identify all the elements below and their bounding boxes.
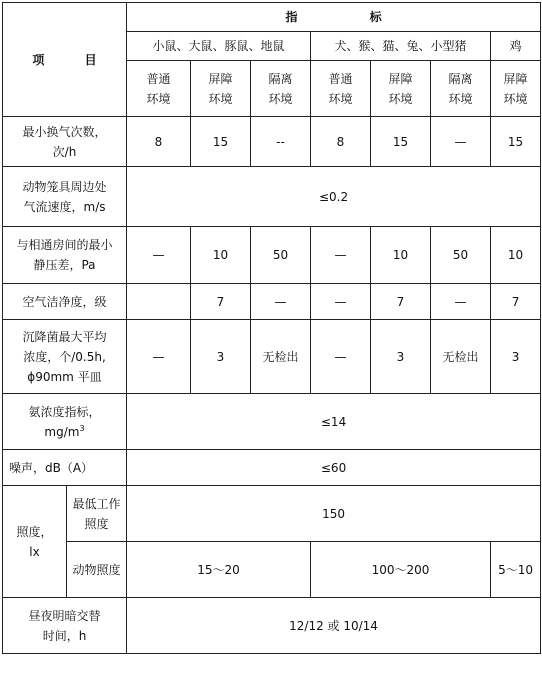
cell-value: — <box>311 320 371 394</box>
row-illuminance-animal <box>3 542 541 598</box>
cell-value: — <box>251 284 311 320</box>
env-header: 隔离 环境 <box>251 61 311 117</box>
cell-value: 50 <box>431 227 491 284</box>
row-ammonia <box>3 394 541 450</box>
cell-value: ≤60 <box>127 450 541 486</box>
env-header: 普通 环境 <box>311 61 371 117</box>
cell-value: — <box>431 284 491 320</box>
cell-value: — <box>311 227 371 284</box>
env-header: 屏障 环境 <box>191 61 251 117</box>
row-daynight <box>3 598 541 654</box>
row-label: 昼夜明暗交替 时间，h <box>3 598 127 654</box>
sub-label: 最低工作 照度 <box>67 486 127 542</box>
row-label: 动物笼具周边处 气流速度，m/s <box>3 167 127 227</box>
cell-value: 10 <box>191 227 251 284</box>
cell-value: 15 <box>371 117 431 167</box>
row-pressure <box>3 227 541 284</box>
indicator-header: 指 标 <box>127 3 541 32</box>
row-cleanliness <box>3 284 541 320</box>
cell-value: 无检出 <box>431 320 491 394</box>
env-header: 屏障 环境 <box>491 61 541 117</box>
row-noise <box>3 450 541 486</box>
row-label: 照度， lx <box>3 486 67 598</box>
row-label: 噪声，dB（A） <box>3 450 127 486</box>
cell-value: 100～200 <box>311 542 491 598</box>
group-rodents: 小鼠、大鼠、豚鼠、地鼠 <box>127 32 311 61</box>
environment-standards-table <box>2 2 541 654</box>
group-chicken: 鸡 <box>491 32 541 61</box>
cell-value: 50 <box>251 227 311 284</box>
cell-value: 无检出 <box>251 320 311 394</box>
sub-label: 动物照度 <box>67 542 127 598</box>
cell-value: ≤0.2 <box>127 167 541 227</box>
cell-value: — <box>127 320 191 394</box>
group-larger-animals: 犬、猴、猫、兔、小型猪 <box>311 32 491 61</box>
env-header: 普通 环境 <box>127 61 191 117</box>
cell-value: 3 <box>371 320 431 394</box>
cell-value: — <box>311 284 371 320</box>
item-header: 项 目 <box>3 3 127 117</box>
row-label: 空气洁净度，级 <box>3 284 127 320</box>
cell-value: 5～10 <box>491 542 541 598</box>
row-label: 与相通房间的最小 静压差，Pa <box>3 227 127 284</box>
cell-value: 15～20 <box>127 542 311 598</box>
row-bacteria <box>3 320 541 394</box>
cell-value: 12/12 或 10/14 <box>127 598 541 654</box>
row-label: 沉降菌最大平均 浓度，个/0.5h, ϕ90mm 平皿 <box>3 320 127 394</box>
cell-value: — <box>127 227 191 284</box>
cell-value: 150 <box>127 486 541 542</box>
cell-value: 7 <box>191 284 251 320</box>
env-header: 屏障 环境 <box>371 61 431 117</box>
cell-value: 7 <box>491 284 541 320</box>
cell-value: 10 <box>371 227 431 284</box>
cell-value <box>127 284 191 320</box>
cell-value: — <box>431 117 491 167</box>
row-airflow <box>3 167 541 227</box>
cell-value: 8 <box>127 117 191 167</box>
cell-value: -- <box>251 117 311 167</box>
cell-value: 15 <box>491 117 541 167</box>
env-header: 隔离 环境 <box>431 61 491 117</box>
cell-value: 3 <box>491 320 541 394</box>
cell-value: ≤14 <box>127 394 541 450</box>
cell-value: 7 <box>371 284 431 320</box>
row-illuminance-min <box>3 486 541 542</box>
row-label: 氨浓度指标， $mg/m^3$ <box>3 394 127 450</box>
row-label: 最小换气次数， 次/h <box>3 117 127 167</box>
cell-value: 15 <box>191 117 251 167</box>
cell-value: 3 <box>191 320 251 394</box>
cell-value: 8 <box>311 117 371 167</box>
cell-value: 10 <box>491 227 541 284</box>
row-air-change <box>3 117 541 167</box>
